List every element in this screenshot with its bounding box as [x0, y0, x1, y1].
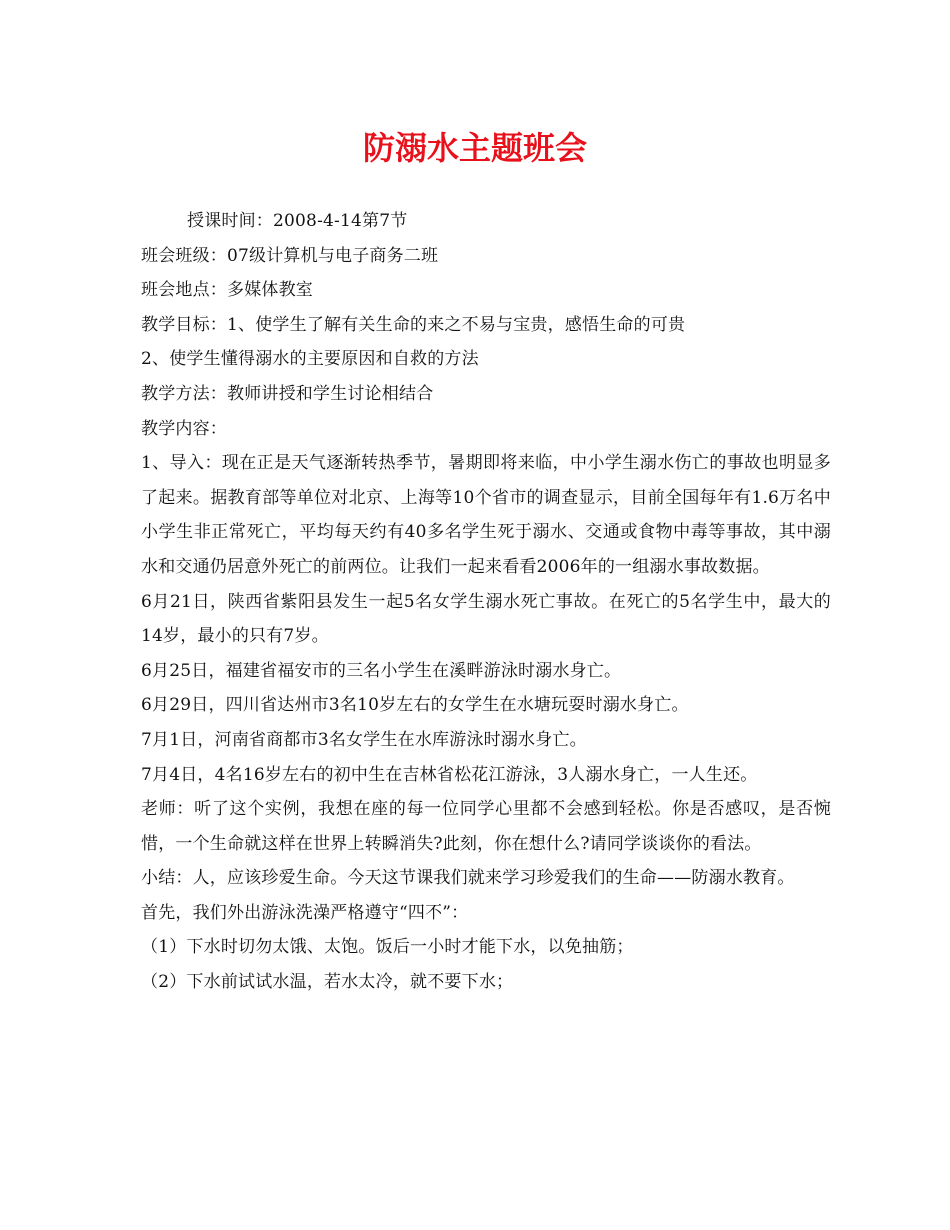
teacher-paragraph: 老师：听了这个实例，我想在座的每一位同学心里都不会感到轻松。你是否感叹，是否惋惜，一个生命就这样在世界上转瞬消失?此刻，你在想什么?请同学谈谈你的看法。	[141, 799, 831, 854]
document-body	[141, 204, 831, 1000]
rule-item: （1）下水时切勿太饿、太饱。饭后一小时才能下水，以免抽筋；	[141, 937, 634, 958]
incident-paragraph: 6月29日，四川省达州市3名10岁左右的女学生在水塘玩耍时溺水身亡。	[141, 695, 689, 716]
teaching-method-line: 教学方法：教师讲授和学生讨论相结合	[141, 383, 434, 404]
rule-item: （2）下水前试试水温，若水太冷，就不要下水；	[141, 972, 514, 993]
intro-paragraph: 1、导入：现在正是天气逐渐转热季节，暑期即将来临，中小学生溺水伤亡的事故也明显多了起来。据教育部等单位对北京、上海等10个省市的调查显示，目前全国每年有1.6万名中小学生非正常死亡，平均每天约有40多名学生死于溺水、交通或食物中毒等事故，其中溺水和交通仍居意外死亡的前两位。让我们一起来看看2006年的一组溺水事故数据。	[141, 453, 831, 577]
incident-paragraph: 7月4日，4名16岁左右的初中生在吉林省松花江游泳，3人溺水身亡，一人生还。	[141, 764, 758, 785]
teaching-goal-line: 教学目标：1、使学生了解有关生命的来之不易与宝贵，感悟生命的可贵	[141, 314, 686, 335]
incident-paragraph: 6月21日，陕西省紫阳县发生一起5名女学生溺水死亡事故。在死亡的5名学生中，最大的14岁，最小的只有7岁。	[141, 591, 831, 647]
document-title: 防溺水主题班会	[362, 129, 587, 167]
teaching-goal-line-2: 2、使学生懂得溺水的主要原因和自救的方法	[141, 349, 479, 370]
rules-intro-line: 首先，我们外出游泳洗澡严格遵守“四不”：	[141, 902, 469, 923]
summary-paragraph: 小结：人，应该珍爱生命。今天这节课我们就来学习珍爱我们的生命——防溺水教育。	[141, 868, 795, 889]
teaching-content-heading: 教学内容：	[141, 418, 227, 439]
class-location-line: 班会地点：多媒体教室	[141, 280, 313, 301]
incident-paragraph: 6月25日，福建省福安市的三名小学生在溪畔游泳时溺水身亡。	[141, 660, 622, 681]
class-time-line: 授课时间：2008-4-14第7节	[187, 211, 408, 231]
incident-paragraph: 7月1日，河南省商都市3名女学生在水库游泳时溺水身亡。	[141, 729, 587, 750]
class-name-line: 班会班级：07级计算机与电子商务二班	[141, 245, 439, 266]
